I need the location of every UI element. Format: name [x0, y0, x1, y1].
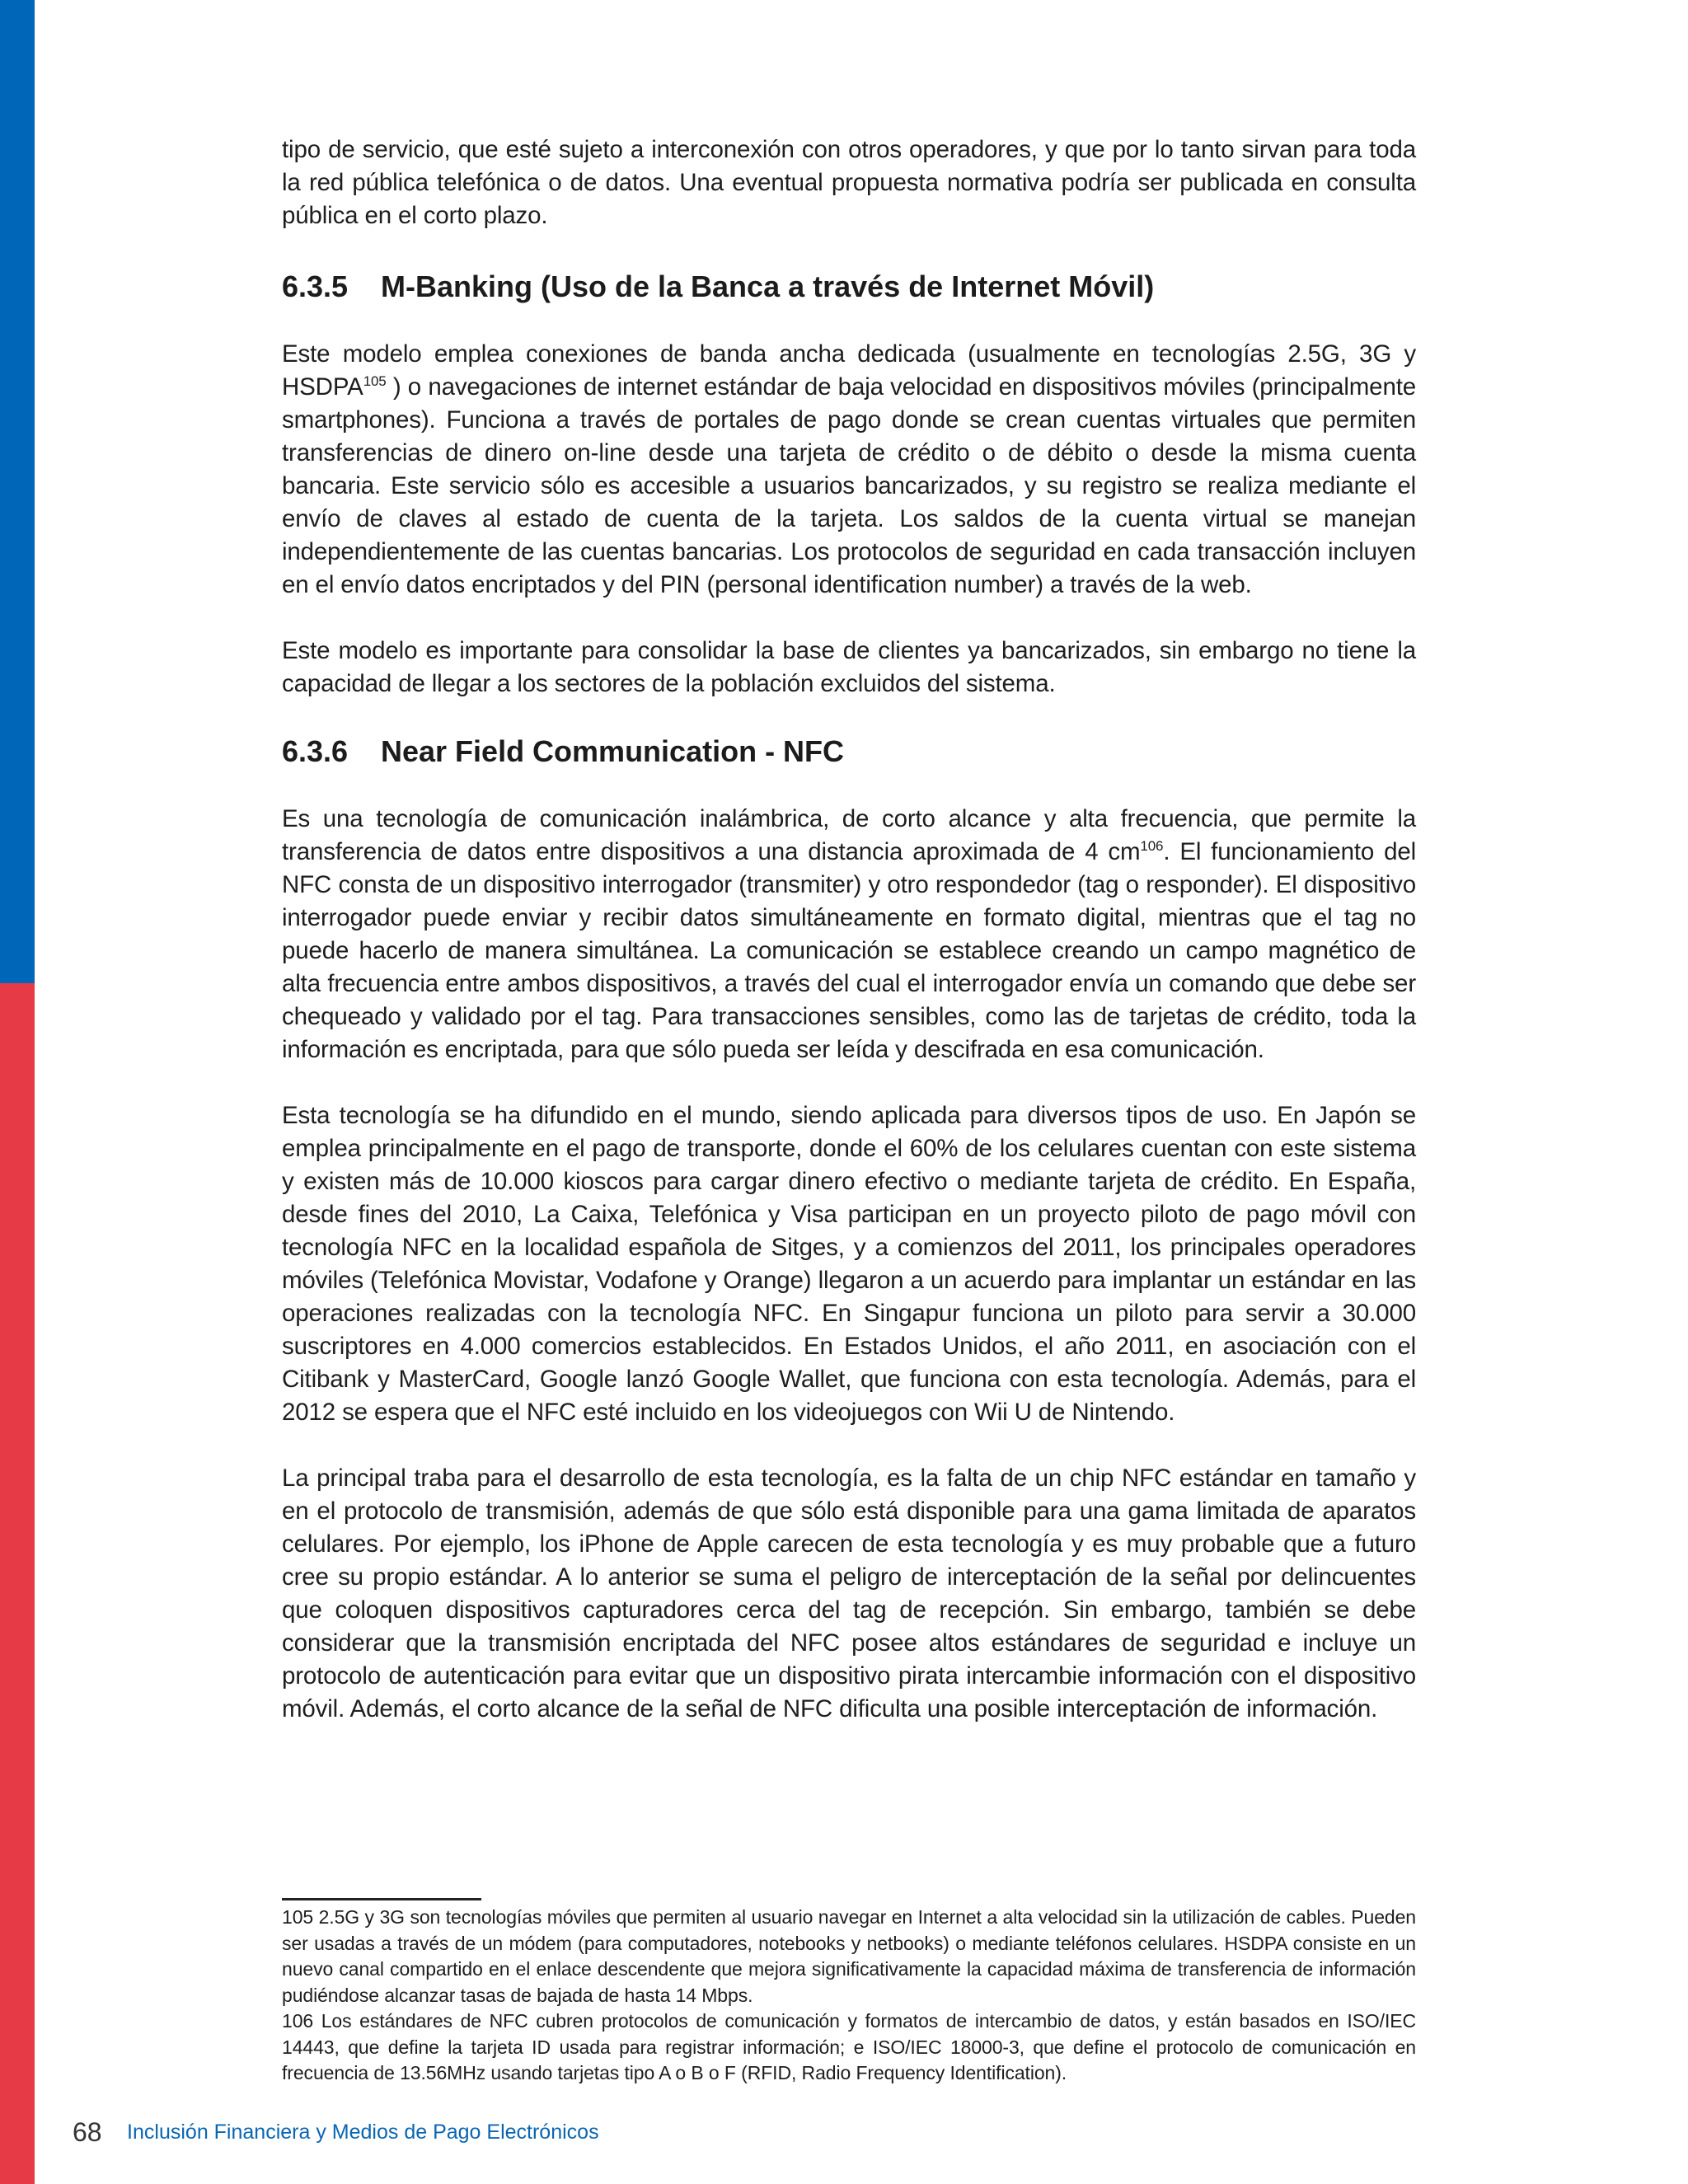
paragraph-nfc-2: Esta tecnología se ha difundido en el mundo, siendo aplicada para diversos tipos de uso. En Japón se emplea principalmente en el pago de transporte, donde el 60% de los celulares cuentan con este sistema y existen más de 10.000 kioscos para cargar dinero efectivo o mediante tarjeta de crédito. En España, desde fines del 2010, La Caixa, Telefónica y Visa participan en un proyecto piloto de pago móvil con tecnología NFC en la localidad española de Sitges, y a comienzos del 2011, los principales operadores móviles (Telefónica Movistar, Vodafone y Orange) llegaron a un acuerdo para implantar un estándar en las operaciones realizadas con la tecnología NFC. En Singapur funciona un piloto para servir a 30.000 suscriptores en 4.000 comercios establecidos. En Estados Unidos, el año 2011, en asociación con el Citibank y MasterCard, Google lanzó Google Wallet, que funciona con esta tecnología. Además, para el 2012 se espera que el NFC esté incluido en los videojuegos con Wii U de Nintendo.	[282, 1102, 1416, 1426]
paragraph-mbanking-1	[282, 338, 1416, 602]
page-footer	[73, 2117, 599, 2150]
text-run: Este modelo emplea conexiones de banda ancha dedicada (usualmente en tecnologías 2.5G, 3G y HSDPA	[282, 340, 1416, 401]
text-run: . El funcionamiento del NFC consta de un dispositivo interrogador (transmiter) y otro respondedor (tag o responder). El dispositivo interrogador puede enviar y recibir datos simultáneamente en formato digital, mientras que el tag no puede hacerlo de manera simultánea. La comunicación se establece creando un campo magnético de alta frecuencia entre ambos dispositivos, a través del cual el interrogador envía un comando que debe ser chequeado y validado por el tag. Para transacciones sensibles, como las de tarjetas de crédito, toda la información es encriptada, para que sólo pueda ser leída y descifrada en esa comunicación.	[282, 838, 1416, 1063]
paragraph-nfc-1	[282, 803, 1416, 1066]
section-title: M-Banking (Uso de la Banca a través de Internet Móvil)	[381, 269, 1155, 303]
text-run: Es una tecnología de comunicación inalámbrica, de corto alcance y alta frecuencia, que permite la transferencia de datos entre dispositivos a una distancia aproximada de 4 cm	[282, 805, 1416, 865]
section-heading-635	[282, 269, 1416, 305]
section-title: Near Field Communication - NFC	[381, 734, 845, 768]
intro-paragraph: tipo de servicio, que esté sujeto a interconexión con otros operadores, y que por lo tanto sirvan para toda la red pública telefónica o de datos. Una eventual propuesta normativa podría ser publicada en consulta pública en el corto plazo.	[282, 136, 1416, 229]
footnote-rule	[282, 1898, 481, 1900]
footnote-ref-105: 105	[363, 373, 387, 390]
side-stripe-blue	[0, 0, 35, 983]
footnote-106: 106 Los estándares de NFC cubren protocolos de comunicación y formatos de intercambio de datos, y están basados en ISO/IEC 14443, que define la tarjeta ID usada para registrar información; e ISO/IEC 18000-3, que define el protocolo de comunicación en frecuencia de 13.56MHz usando tarjetas tipo A o B o F (RFID, Radio Frequency Identification).	[282, 2010, 1416, 2083]
page-number: 68	[73, 2117, 102, 2147]
paragraph-mbanking-2: Este modelo es importante para consolidar la base de clientes ya bancarizados, sin embargo no tiene la capacidad de llegar a los sectores de la población excluidos del sistema.	[282, 637, 1416, 697]
footnote-ref-106: 106	[1140, 838, 1164, 855]
paragraph-nfc-3: La principal traba para el desarrollo de esta tecnología, es la falta de un chip NFC estándar en tamaño y en el protocolo de transmisión, además de que sólo está disponible para una gama limitada de aparatos celulares. Por ejemplo, los iPhone de Apple carecen de esta tecnología y es muy probable que a futuro cree su propio estándar. A lo anterior se suma el peligro de interceptación de la señal por delincuentes que coloquen dispositivos capturadores cerca del tag de recepción. Sin embargo, también se debe considerar que la transmisión encriptada del NFC posee altos estándares de seguridad e incluye un protocolo de autenticación para evitar que un dispositivo pirata intercambie información con el dispositivo móvil. Además, el corto alcance de la señal de NFC dificulta una posible interceptación de información.	[282, 1465, 1416, 1722]
side-stripe-red	[0, 983, 35, 2184]
main-content	[282, 134, 1416, 1759]
text-run: ) o navegaciones de internet estándar de baja velocidad en dispositivos móviles (principalmente smartphones). Funciona a través de portales de pago donde se crean cuentas virtuales que permiten transferencias de dinero on-line desde una tarjeta de crédito o de débito o desde la misma cuenta bancaria. Este servicio sólo es accesible a usuarios bancarizados, y su registro se realiza mediante el envío de claves al estado de cuenta de la tarjeta. Los saldos de la cuenta virtual se manejan independientemente de las cuentas bancarias. Los protocolos de seguridad en cada transacción incluyen en el envío datos encriptados y del PIN (personal identification number) a través de la web.	[282, 373, 1416, 598]
section-heading-636	[282, 733, 1416, 770]
section-number: 6.3.5	[282, 269, 349, 303]
section-number: 6.3.6	[282, 734, 349, 768]
footnotes	[282, 1905, 1416, 2087]
footnote-105: 105 2.5G y 3G son tecnologías móviles que permiten al usuario navegar en Internet a alta velocidad sin la utilización de cables. Pueden ser usadas a través de un módem (para computadores, notebooks y netbooks) o mediante teléfonos celulares. HSDPA consiste en un nuevo canal compartido en el enlace descendente que mejora significativamente la capacidad máxima de transferencia de información pudiéndose alcanzar tasas de bajada de hasta 14 Mbps.	[282, 1906, 1416, 2006]
running-title: Inclusión Financiera y Medios de Pago Electrónicos	[127, 2121, 599, 2144]
